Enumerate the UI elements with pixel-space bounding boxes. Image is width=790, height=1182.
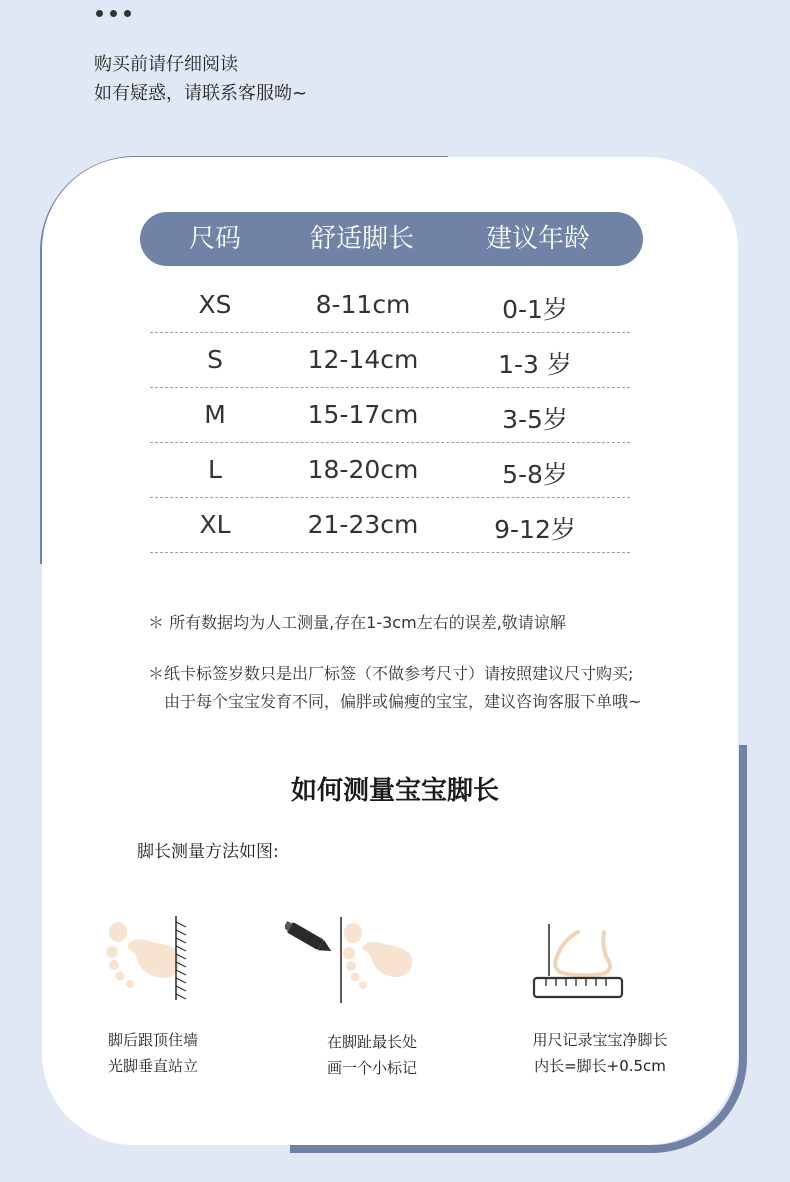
note-label-age-line2: 由于每个宝宝发育不同，偏胖或偏瘦的宝宝，建议咨询客服下单哦~ bbox=[164, 692, 642, 711]
note-label-age-line1: ＊纸卡标签岁数只是出厂标签（不做参考尺寸）请按照建议尺寸购买; bbox=[148, 664, 634, 683]
cell-age: 5-8岁 bbox=[502, 460, 568, 489]
cell-foot-length: 8-11cm bbox=[315, 290, 411, 319]
step1-line2: 光脚垂直站立 bbox=[107, 1057, 199, 1075]
cell-foot-length: 12-14cm bbox=[307, 345, 419, 374]
cell-age: 3-5岁 bbox=[502, 405, 568, 434]
ruler-foot-icon bbox=[528, 918, 628, 1003]
cell-age: 1-3 岁 bbox=[498, 350, 572, 379]
table-row bbox=[150, 500, 630, 553]
step1-caption bbox=[108, 1027, 198, 1079]
cell-size: XL bbox=[199, 510, 231, 539]
cell-foot-length: 21-23cm bbox=[307, 510, 419, 539]
step2-line1: 在脚趾最长处 bbox=[326, 1033, 418, 1051]
table-row bbox=[150, 445, 630, 498]
header-size: 尺码 bbox=[188, 224, 242, 254]
step3-caption bbox=[532, 1027, 667, 1079]
cell-size: S bbox=[207, 345, 223, 374]
size-table-header bbox=[140, 212, 643, 266]
intro-line-2: 如有疑惑，请联系客服呦~ bbox=[94, 83, 308, 104]
cell-age: 0-1岁 bbox=[502, 295, 568, 324]
table-row bbox=[150, 390, 630, 443]
header-foot-length: 舒适脚长 bbox=[309, 224, 415, 254]
table-row bbox=[150, 335, 630, 388]
cell-size: L bbox=[208, 455, 222, 484]
step1-line1: 脚后跟顶住墙 bbox=[107, 1031, 199, 1049]
cell-foot-length: 18-20cm bbox=[307, 455, 419, 484]
note-label-age bbox=[148, 660, 641, 716]
foot-against-wall-icon bbox=[100, 910, 200, 1005]
intro-text bbox=[94, 50, 307, 108]
step3-line2: 内长=脚长+0.5cm bbox=[534, 1057, 666, 1075]
step2-caption bbox=[327, 1029, 417, 1081]
marker-pen-icon bbox=[285, 915, 420, 1005]
note-measurement-error: ＊ 所有数据均为人工测量,存在1-3cm左右的误差,敬请谅解 bbox=[148, 613, 566, 632]
step3-line1: 用尺记录宝宝净脚长 bbox=[532, 1031, 668, 1049]
intro-line-1: 购买前请仔细阅读 bbox=[94, 54, 238, 75]
more-menu-icon[interactable] bbox=[96, 10, 131, 17]
cell-size: M bbox=[204, 400, 226, 429]
header-age: 建议年龄 bbox=[485, 224, 591, 254]
howto-title: 如何测量宝宝脚长 bbox=[290, 776, 499, 806]
howto-subtitle: 脚长测量方法如图: bbox=[137, 842, 279, 862]
size-table-body bbox=[150, 280, 630, 555]
step2-line2: 画一个小标记 bbox=[326, 1059, 418, 1077]
table-row bbox=[150, 280, 630, 333]
cell-foot-length: 15-17cm bbox=[307, 400, 419, 429]
cell-size: XS bbox=[198, 290, 232, 319]
cell-age: 9-12岁 bbox=[494, 515, 576, 544]
